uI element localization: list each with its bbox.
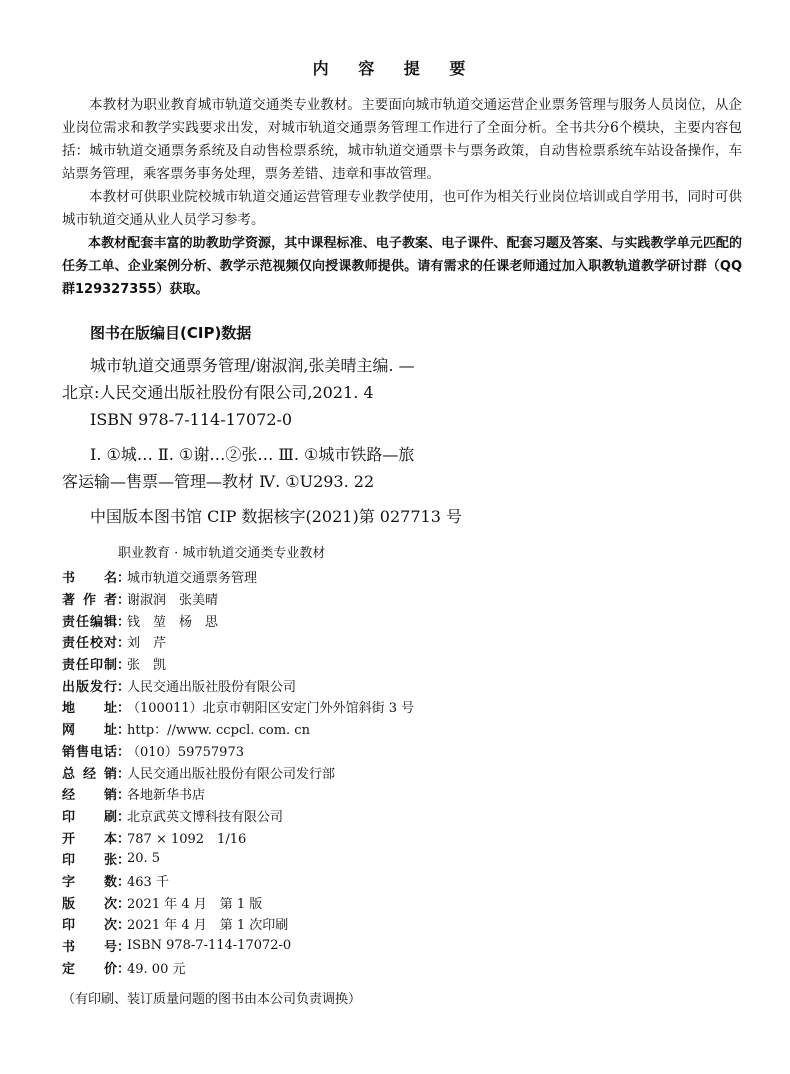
info-value: 张 凯 xyxy=(127,658,167,674)
info-label: 销 售 电 话 xyxy=(62,744,117,760)
info-label: 出 版 发 行 xyxy=(62,679,117,695)
info-colon: ： xyxy=(117,701,131,717)
info-row xyxy=(62,674,742,696)
info-value: 2021 年 4 月 第 1 版 xyxy=(127,896,263,912)
info-colon: ： xyxy=(117,874,131,890)
footer-note: （有印刷、装订质量问题的图书由本公司负责调换） xyxy=(62,992,362,1007)
info-value: 787 × 1092 1/16 xyxy=(127,831,247,847)
info-row xyxy=(62,653,742,675)
info-colon: ： xyxy=(117,766,131,782)
info-label: 印 次 xyxy=(62,918,117,934)
info-colon: ： xyxy=(117,853,131,869)
info-value: http：//www. ccpcl. com. cn xyxy=(127,723,310,739)
info-label: 书 号 xyxy=(62,940,117,956)
info-row xyxy=(62,631,742,653)
info-label: 印 刷 xyxy=(62,809,117,825)
info-colon: ： xyxy=(117,961,131,977)
info-colon: ： xyxy=(117,614,131,630)
cip-line-isbn: ISBN 978-7-114-17072-0 xyxy=(90,410,293,429)
info-label: 字 数 xyxy=(62,874,117,890)
info-label: 开 本 xyxy=(62,831,117,847)
summary-paragraph-2: 本教材可供职业院校城市轨道交通运营管理专业教学使用，也可作为相关行业岗位培训或自学用书，同时可供城市轨道交通从业人员学习参考。 xyxy=(62,189,742,228)
info-value: 北京武英文博科技有限公司 xyxy=(127,809,284,825)
info-row xyxy=(62,718,742,740)
cip-line-publisher: 北京:人民交通出版社股份有限公司,2021. 4 xyxy=(62,383,374,402)
info-row xyxy=(62,609,742,631)
info-row xyxy=(62,848,742,870)
info-value: 49. 00 元 xyxy=(127,961,186,977)
info-colon: ： xyxy=(117,593,131,609)
info-label: 责 任 校 对 xyxy=(62,636,117,652)
info-value: （010）59757973 xyxy=(127,744,244,760)
info-label: 经 销 xyxy=(62,788,117,804)
summary-paragraph-1: 本教材为职业教育城市轨道交通类专业教材。主要面向城市轨道交通运营企业票务管理与服务人员岗位，从企业岗位需求和教学实践要求出发，对城市轨道交通票务管理工作进行了全面分析。全书共分6个模块，主要内容包括：城市轨道交通票务系统及自动售检票系统，城市轨道交通票卡与票务政策，自动售检票系统车站设备操作，车站票务管理，乘客票务事务处理，票务差错、违章和事故管理。 xyxy=(62,97,742,182)
info-label: 版 次 xyxy=(62,896,117,912)
info-label: 责 任 编 辑 xyxy=(62,614,117,630)
info-colon: ： xyxy=(117,788,131,804)
info-colon: ： xyxy=(117,744,131,760)
info-row xyxy=(62,740,742,762)
info-value: ISBN 978-7-114-17072-0 xyxy=(127,938,292,954)
info-colon: ： xyxy=(117,809,131,825)
info-row xyxy=(62,913,742,935)
summary-section xyxy=(62,94,742,301)
info-colon: ： xyxy=(117,658,131,674)
info-colon: ： xyxy=(117,636,131,652)
info-value: 463 千 xyxy=(127,874,169,890)
info-label: 责 任 印 制 xyxy=(62,658,117,674)
info-value: 人民交通出版社股份有限公司发行部 xyxy=(127,766,336,782)
cip-line-title: 城市轨道交通票务管理/谢淑润,张美晴主编. — xyxy=(90,356,415,375)
info-value: 钱 堃 杨 思 xyxy=(127,614,219,630)
info-colon: ： xyxy=(117,918,131,934)
info-label: 书 名 xyxy=(62,571,117,587)
info-value: 谢淑润 张美晴 xyxy=(127,593,219,609)
info-row xyxy=(62,870,742,892)
info-label: 著 作 者 xyxy=(62,593,117,609)
info-colon: ： xyxy=(117,940,131,956)
info-colon: ： xyxy=(117,571,131,587)
info-colon: ： xyxy=(117,723,131,739)
info-row xyxy=(62,783,742,805)
info-row xyxy=(62,805,742,827)
cip-line-classification-1: Ⅰ. ①城… Ⅱ. ①谢…②张… Ⅲ. ①城市铁路—旅 xyxy=(90,445,415,464)
info-value: 人民交通出版社股份有限公司 xyxy=(127,679,297,695)
summary-title: 内 容 提 要 xyxy=(312,59,478,78)
info-row xyxy=(62,696,742,718)
info-label: 总 经 销 xyxy=(62,766,117,782)
info-row xyxy=(62,935,742,957)
publication-info-table xyxy=(62,566,742,978)
info-label: 网 址 xyxy=(62,723,117,739)
info-colon: ： xyxy=(117,831,131,847)
info-value: 城市轨道交通票务管理 xyxy=(127,571,258,587)
info-value: 刘 芹 xyxy=(127,636,167,652)
info-value: （100011）北京市朝阳区安定门外外馆斜街 3 号 xyxy=(127,701,415,717)
info-label: 印 张 xyxy=(62,853,117,869)
info-row xyxy=(62,588,742,610)
info-row xyxy=(62,826,742,848)
info-value: 2021 年 4 月 第 1 次印刷 xyxy=(127,918,289,934)
info-value: 20. 5 xyxy=(127,851,161,867)
info-colon: ： xyxy=(117,896,131,912)
info-colon: ： xyxy=(117,679,131,695)
info-label: 地 址 xyxy=(62,701,117,717)
info-row xyxy=(62,761,742,783)
info-row xyxy=(62,566,742,588)
info-label: 定 价 xyxy=(62,961,117,977)
cip-line-classification-2: 客运输—售票—管理—教材 Ⅳ. ①U293. 22 xyxy=(62,472,375,491)
series-line: 职业教育 · 城市轨道交通类专业教材 xyxy=(118,546,326,561)
cip-line-record-number: 中国版本图书馆 CIP 数据核字(2021)第 027713 号 xyxy=(90,507,462,526)
cip-data-block xyxy=(62,352,742,530)
info-row xyxy=(62,956,742,978)
cip-heading: 图书在版编目(CIP)数据 xyxy=(90,324,252,342)
info-value: 各地新华书店 xyxy=(127,788,206,804)
info-row xyxy=(62,891,742,913)
summary-resources-paragraph: 本教材配套丰富的助教助学资源，其中课程标准、电子教案、电子课件、配套习题及答案、与实践教学单元匹配的任务工单、企业案例分析、教学示范视频仅向授课教师提供。请有需求的任课老师通过加入职教轨道教学研讨群（QQ群129327355）获取。 xyxy=(62,236,742,297)
